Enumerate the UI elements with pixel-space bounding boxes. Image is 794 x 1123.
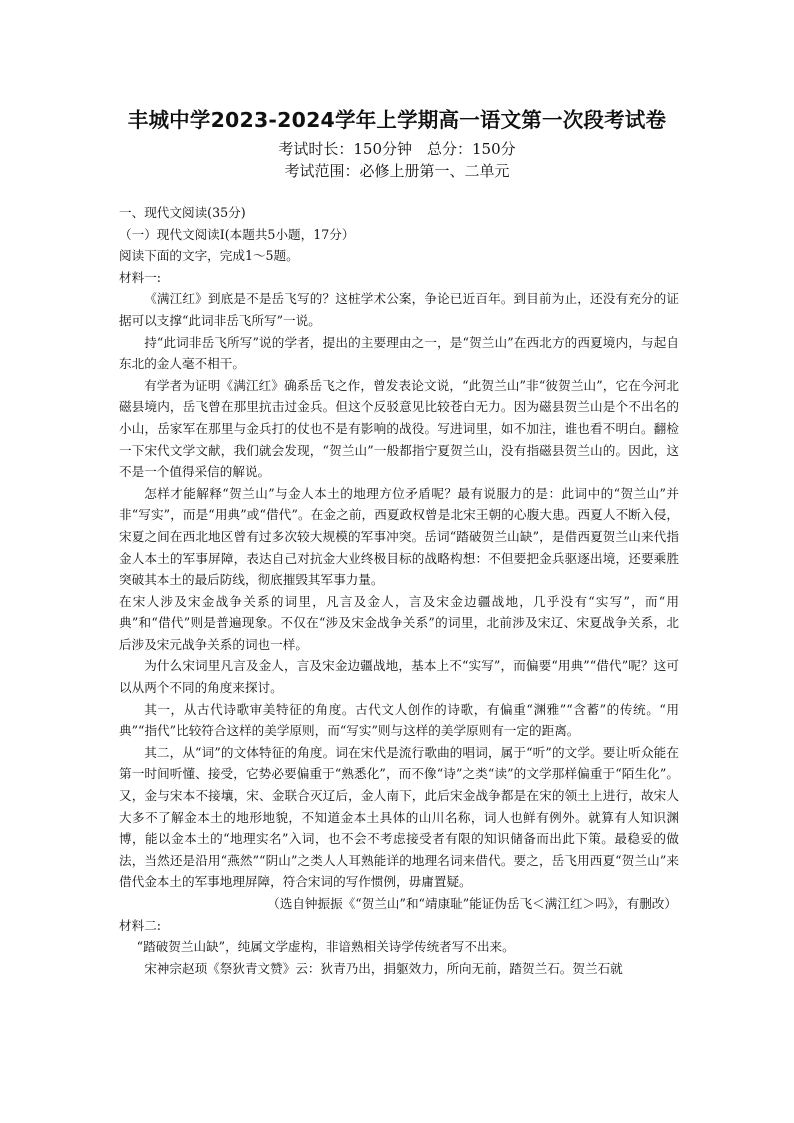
reading-instruction: 阅读下面的文字，完成1～5题。 bbox=[119, 248, 299, 264]
material-two-label: 材料二: bbox=[119, 917, 162, 933]
material-one-paragraph: 其二，从“词”的文体特征的角度。词在宋代是流行歌曲的唱词，属于“听”的文学。要让听众能在第一时间听懂、接受，它势必要偏重于“熟悉化”，而不像“诗”之类“读”的文学那样偏重于“陌生化”。又，金与宋本不接壤，宋、金联合灭辽后，金人南下，此后宋金战争都是在宋的领土上进行，故宋人大多不了解金本土的地形地貌，不知道金本土具体的山川名称，词人也鲜有例外。就算有人知识渊博，能以金本土的“地理实名”入词，也不会不考虑接受者有限的知识储备而出此下策。最稳妥的做法，当然还是沿用“燕然”“阴山”之类人人耳熟能详的地理名词来借代。要之，岳飞用西夏“贺兰山”来借代金本土的军事地理屏障，符合宋词的写作惯例，毋庸置疑。 bbox=[119, 744, 679, 890]
material-one-paragraph: 为什么宋词里凡言及金人，言及宋金边疆战地，基本上不“实写”，而偏要“用典”“借代”呢？这可以从两个不同的角度来探讨。 bbox=[119, 658, 679, 696]
material-one-paragraph: 其一，从古代诗歌审美特征的角度。古代文人创作的诗歌，有偏重“渊雅”“含蓄”的传统。“用典”“指代”比较符合这样的美学原则，而“写实”则与这样的美学原则有一定的距离。 bbox=[119, 701, 679, 739]
material-one-paragraph: 在宋人涉及宋金战争关系的词里，凡言及金人，言及宋金边疆战地，几乎没有“实写”，而“用典”和“借代”则是普遍现象。不仅在“涉及宋金战争关系”的词里，北前涉及宋辽、宋夏战争关系，北后涉及宋元战争关系的词也一样。 bbox=[119, 593, 679, 652]
material-one-paragraph: 怎样才能解释“贺兰山”与金人本土的地理方位矛盾呢？最有说服力的是：此词中的“贺兰山”并非“写实”，而是“用典”或“借代”。在金之前，西夏政权曾是北宋王朝的心腹大患。西夏人不断入侵，宋夏之间在西北地区曾有过多次较大规模的军事冲突。岳词“踏破贺兰山缺”，是借西夏贺兰山来代指金人本土的军事屏障，表达自己对抗金大业终极目标的战略构想：不但要把金兵驱逐出境，还要乘胜突破其本土的最后防线，彻底摧毁其军事力量。 bbox=[119, 485, 679, 588]
material-one-paragraph: 《满江红》到底是不是岳飞写的？这桩学术公案，争论已近百年。到目前为止，还没有充分的证据可以支撑“此词非岳飞所写”一说。 bbox=[119, 291, 679, 328]
exam-title: 丰城中学2023-2024学年上学期高一语文第一次段考试卷 bbox=[127, 108, 667, 132]
material-one-paragraph: 有学者为证明《满江红》确系岳飞之作，曾发表论文说，“此贺兰山”非“彼贺兰山”，它在今河北磁县境内，岳飞曾在那里抗击过金兵。但这个反驳意见比较苍白无力。因为磁县贺兰山是个不出名的小山，岳家军在那里与金兵打的仗也不是有影响的战役。写进词里，如不加注，谁也看不明白。翻检一下宋代文学文献，我们就会发现，“贺兰山”一般都指宁夏贺兰山，没有指磁县贺兰山的。因此，这不是一个值得采信的解说。 bbox=[119, 377, 679, 480]
exam-time-line: 考试时长：150分钟 总分：150分 bbox=[278, 140, 516, 158]
material-one-source: （选自钟振振《“贺兰山”和“靖康耻”能证伪岳飞＜满江红＞吗》，有删改） bbox=[267, 896, 677, 911]
material-one-paragraph: 持“此词非岳飞所写”说的学者，提出的主要理由之一，是“贺兰山”在西北方的西夏境内，与起自东北的金人毫不相干。 bbox=[119, 334, 679, 372]
exam-scope-line: 考试范围：必修上册第一、二单元 bbox=[284, 162, 510, 180]
material-two-paragraph: 宋神宗赵顼《祭狄青文赞》云：狄青乃出，捐躯效力，所向无前，踏贺兰石。贺兰石就 bbox=[144, 960, 623, 976]
section-heading: 一、现代文阅读(35分) bbox=[119, 205, 246, 220]
material-one-label: 材料一: bbox=[119, 269, 162, 285]
subsection-heading: （一）现代文阅读Ⅰ(本题共5小题，17分） bbox=[119, 226, 355, 242]
reading-section bbox=[119, 202, 679, 979]
material-two-paragraph: “踏破贺兰山缺”，纯属文学虚构，非谙熟相关诗学传统者写不出来。 bbox=[136, 939, 515, 955]
